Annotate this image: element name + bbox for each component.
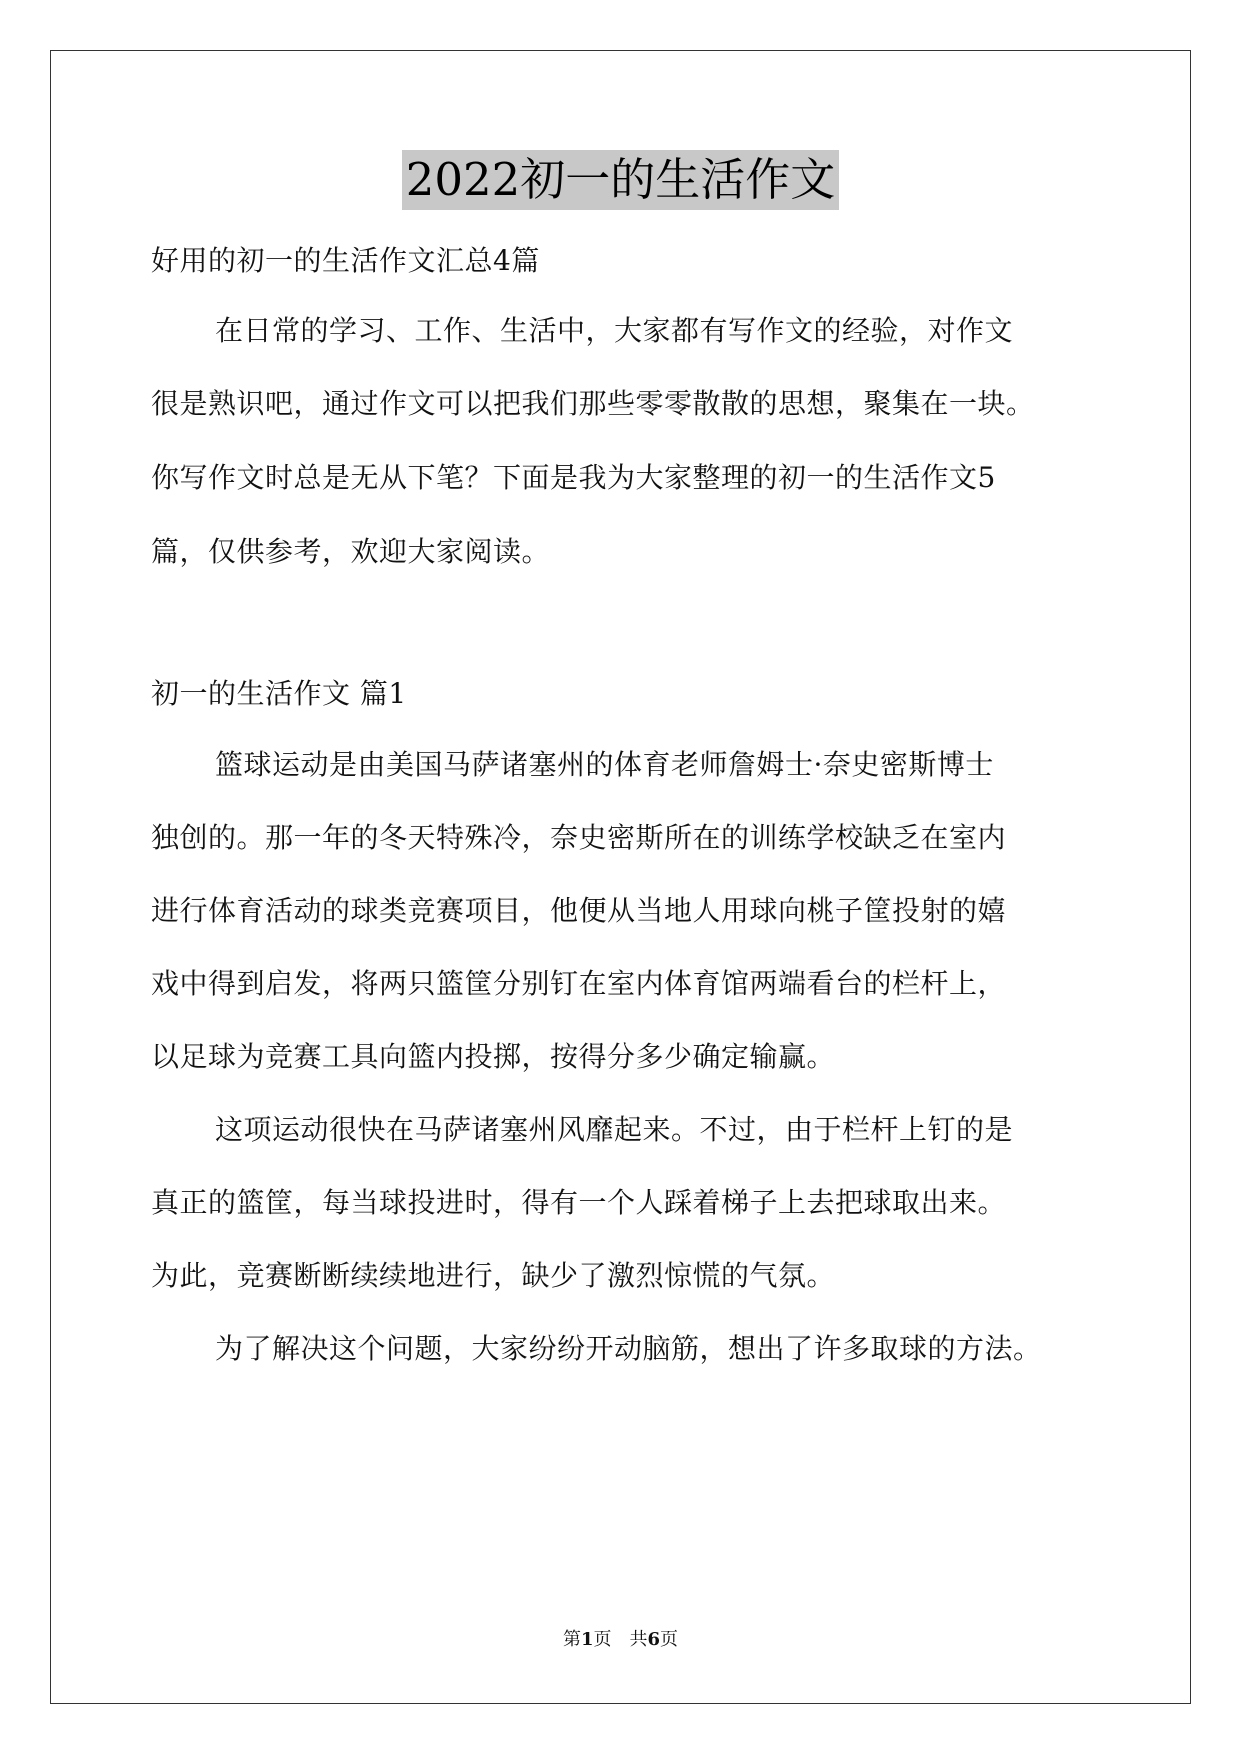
- paragraph-line: 为了解决这个问题，大家纷纷开动脑筋，想出了许多取球的方法。: [215, 1332, 1042, 1365]
- paragraph-line: 这项运动很快在马萨诸塞州风靡起来。不过，由于栏杆上钉的是: [215, 1113, 1014, 1146]
- intro-line: 在日常的学习、工作、生活中，大家都有写作文的经验，对作文: [215, 314, 1014, 347]
- title-container: [0, 150, 1241, 210]
- paragraph-line: 真正的篮筐，每当球投进时，得有一个人踩着梯子上去把球取出来。: [151, 1186, 1007, 1219]
- paragraph-line: 进行体育活动的球类竞赛项目，他便从当地人用球向桃子筐投射的嬉: [151, 894, 1007, 927]
- page-border: [50, 50, 1191, 1704]
- intro-line: 篇，仅供参考，欢迎大家阅读。: [151, 535, 551, 568]
- footer-suffix: 页: [660, 1629, 679, 1650]
- footer-total-pages: 6: [647, 1629, 661, 1650]
- intro-line: 你写作文时总是无从下笔？下面是我为大家整理的初一的生活作文5: [151, 461, 996, 494]
- section-heading: 初一的生活作文 篇1: [151, 677, 407, 710]
- document-subtitle: 好用的初一的生活作文汇总4篇: [151, 244, 540, 277]
- footer-prefix: 第: [562, 1629, 581, 1650]
- intro-line: 很是熟识吧，通过作文可以把我们那些零零散散的思想，聚集在一块。: [151, 387, 1035, 420]
- paragraph-line: 独创的。那一年的冬天特殊冷，奈史密斯所在的训练学校缺乏在室内: [151, 821, 1007, 854]
- document-title: 2022初一的生活作文: [402, 150, 840, 210]
- page-footer: [0, 1628, 1241, 1652]
- paragraph-line: 为此，竞赛断断续续地进行，缺少了激烈惊慌的气氛。: [151, 1259, 836, 1292]
- footer-page-number: 1: [580, 1629, 594, 1650]
- paragraph-line: 篮球运动是由美国马萨诸塞州的体育老师詹姆士·奈史密斯博士: [215, 748, 994, 781]
- footer-mid: 页 共: [593, 1629, 648, 1650]
- paragraph-line: 戏中得到启发，将两只篮筐分别钉在室内体育馆两端看台的栏杆上，: [151, 967, 1007, 1000]
- paragraph-line: 以足球为竞赛工具向篮内投掷，按得分多少确定输赢。: [151, 1040, 836, 1073]
